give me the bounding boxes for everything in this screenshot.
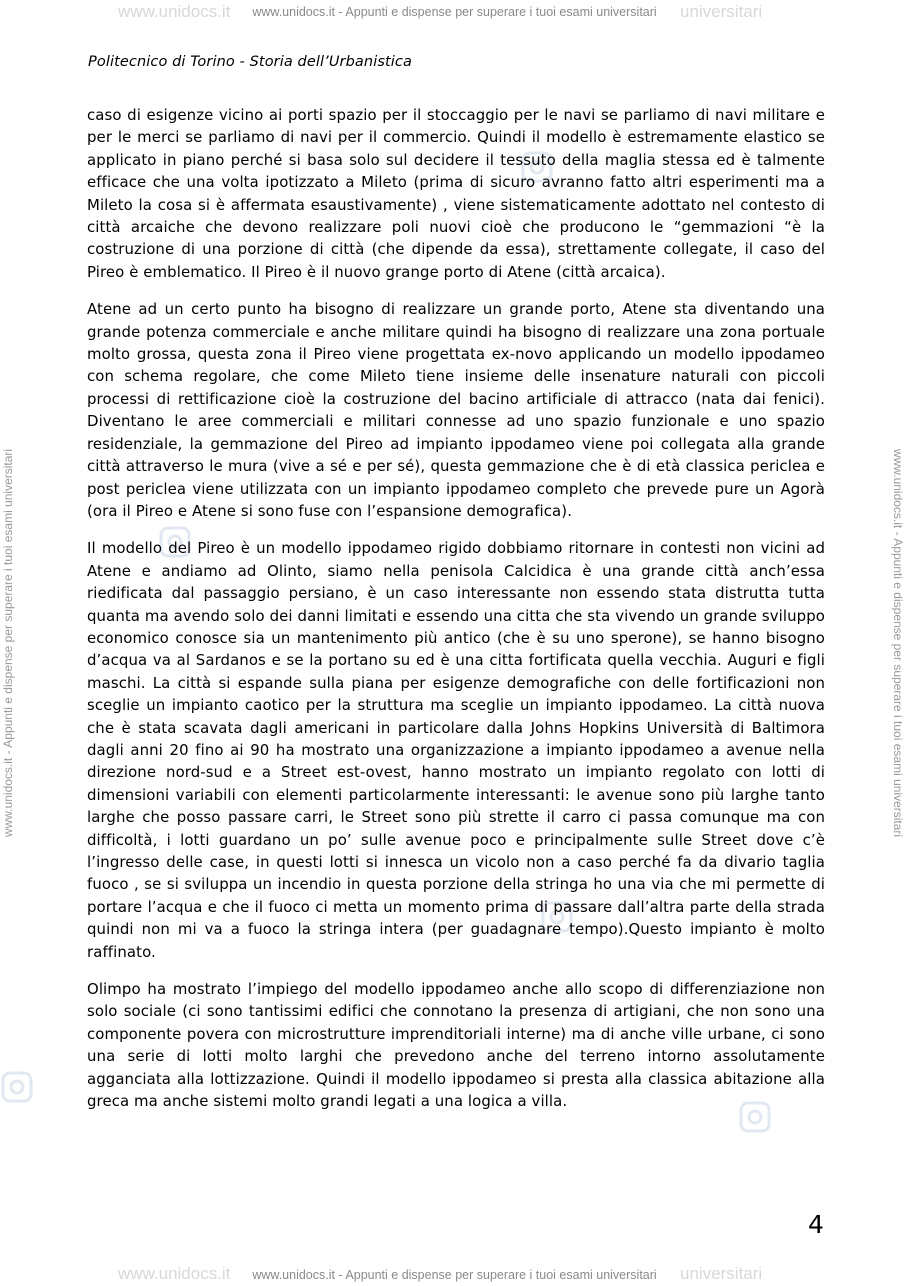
- paragraph: Olimpo ha mostrato l’impiego del modello ippodameo anche allo scopo di differenziazione non solo sociale (ci sono tantissimi edifici che connotano la presenza di artigiani, che non sono una componente povera con microstrutture imprenditoriali interne) ma di anche ville urbane, ci sono una serie di lotti molto larghi che prevedono anche del terreno intorno assolutamente agganciata alla lottizzazione. Quindi il modello ippodameo si presta alla classica abitazione alla greca ma anche sistemi molto grandi legati a una logica a villa.: [87, 980, 825, 1111]
- paragraph: caso di esigenze vicino ai porti spazio per il stoccaggio per le navi se parliamo di navi militare e per le merci se parliamo di navi per il commercio. Quindi il modello è estremamente elastico se applicato in piano perché si basa solo sul decidere il tessuto della maglia stessa ed è talmente efficace che una volta ipotizzato a Mileto (prima di sicuro avranno fatto altri esperimenti ma a Mileto la cosa si è affermata esaustivamente) , viene sistematicamente adottato nel contesto di città arcaiche che devono realizzare poli nuovi cioè che producono le “gemmazioni “è la costruzione di una porzione di città (che dipende da essa), strettamente collegate, il caso del Pireo è emblematico. Il Pireo è il nuovo grange porto di Atene (città arcaica).: [87, 106, 825, 281]
- watermark-ghost-bottom-left: www.unidocs.it: [118, 1264, 231, 1283]
- document-body: [87, 104, 825, 1127]
- watermark-ghost-left: www.unidocs.it: [118, 2, 231, 21]
- watermark-top: www.unidocs.it - Appunti e dispense per superare i tuoi esami universitari: [252, 5, 657, 19]
- watermark-ghost-right: universitari: [680, 2, 763, 21]
- document-header-title: Politecnico di Torino - Storia dell’Urbanistica: [88, 54, 412, 70]
- unidocs-logo-icon: [0, 1070, 34, 1104]
- watermark-bottom: www.unidocs.it - Appunti e dispense per superare i tuoi esami universitari: [252, 1268, 657, 1282]
- page-number: 4: [808, 1210, 824, 1239]
- watermark-left-vertical: www.unidocs.it - Appunti e dispense per superare i tuoi esami universitari: [1, 448, 15, 838]
- watermark-ghost-bottom-right: universitari: [680, 1264, 763, 1283]
- paragraph: Atene ad un certo punto ha bisogno di realizzare un grande porto, Atene sta diventando una grande potenza commerciale e anche militare quindi ha bisogno di realizzare una zona portuale molto grossa, questa zona il Pireo viene progettata ex-novo applicando un modello ippodameo con schema regolare, che come Mileto tiene insieme delle insenature naturali con piccoli processi di rettificazione cioè la costruzione del bacino artificiale di attracco (nata dai fenici). Diventano le aree commerciali e militari connesse ad uno spazio funzionale e uno spazio residenziale, la gemmazione del Pireo ad impianto ippodameo viene poi collegata alla grande città attraverso le mura (vive a sé e per sé), questa gemmazione che è di età classica periclea e post periclea viene utilizzata con un impianto ippodameo completo che prevede pure un Agorà (ora il Pireo e Atene si sono fuse con l’espansione demografica).: [87, 300, 825, 520]
- watermark-right-vertical: www.unidocs.it - Appunti e dispense per superare i tuoi esami universitari: [891, 448, 905, 838]
- paragraph: Il modello del Pireo è un modello ippodameo rigido dobbiamo ritornare in contesti non vicini ad Atene e andiamo ad Olinto, siamo nella penisola Calcidica è una grande città anch’essa riedificata dal passaggio persiano, è un caso interessante non essendo stata distrutta tutta quanta ma avendo solo dei danni limitati e essendo una citta che sta vivendo un grande sviluppo economico conosce sia un mantenimento più antico (che è su uno sperone), se hanno bisogno d’acqua va al Sardanos e se la portano su ed è una citta fortificata quella vecchia. Auguri e figli maschi. La città si espande sulla piana per esigenze demografiche con delle fortificazioni non sceglie un impianto caotico per la struttura ma sceglie un impianto ippodameo. La città nuova che è stata scavata dagli americani in particolare dalla Johns Hopkins Università di Baltimora dagli anni 20 fino ai 90 ha mostrato una organizzazione a impianto ippodameo a avenue nella direzione nord-sud e a Street est-ovest, hanno mostrato un impianto regolato con lotti di dimensioni variabili con elementi particolarmente interessanti: le avenue sono più larghe tanto larghe che posso passare carri, le Street sono più strette il carro ci passa comunque ma con difficoltà, i lotti guardano un po’ sulle avenue poco e principalmente sulle Street dove c’è l’ingresso delle case, in questi lotti si innesca un vicolo non a caso perché fa da divario taglia fuoco , se si sviluppa un incendio in questa porzione della stringa ho una via che mi permette di portare l’acqua e che il fuoco ci metta un momento prima di passare dall’altra parte della strada quindi non mi va a fuoco la stringa intera (per guadagnare tempo).Questo impianto è molto raffinato.: [87, 539, 825, 961]
